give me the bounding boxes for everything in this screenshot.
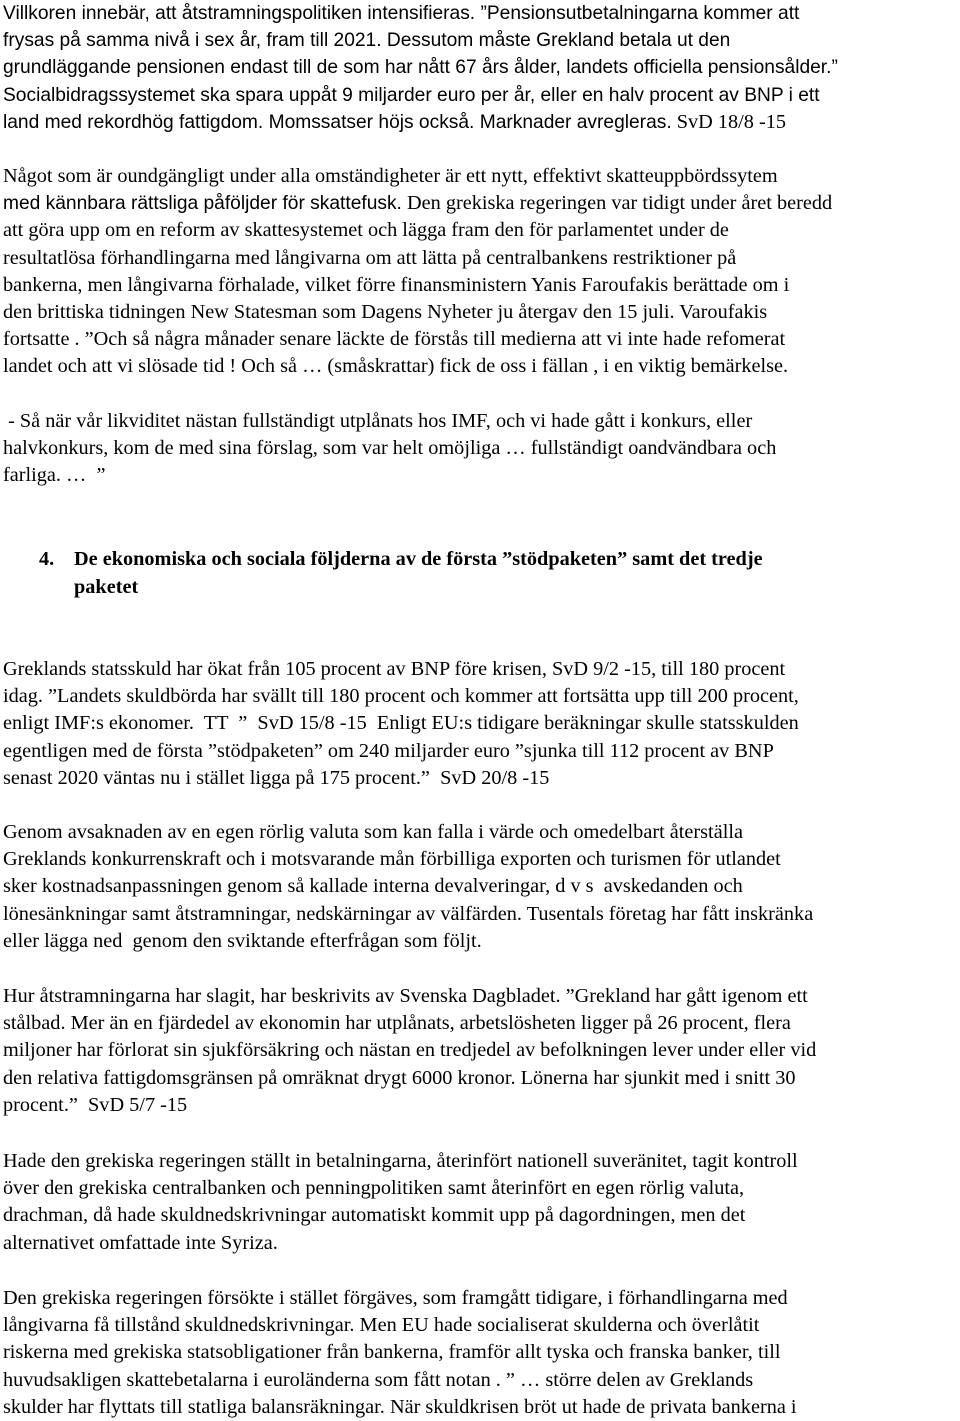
text-segment: land med rekordhög fattigdom. Momssatser höjs också. Marknader avregleras. — [3, 111, 672, 133]
text-segment: Den grekiska regeringen var tidigt under året beredd — [401, 192, 833, 215]
source-citation: SvD 18/8 -15 — [671, 110, 787, 133]
text-line: drachman, då hade skuldnedskrivningar automatiskt kommit upp på dagordningen, men det — [3, 1204, 746, 1227]
text-line: att göra upp om en reform av skattesystemet och lägga fram den för parlamentet under de — [3, 219, 729, 242]
text-line: egentligen med de första ”stödpaketen” om 240 miljarder euro ”sjunka till 112 procent av BNP — [3, 739, 774, 762]
paragraph-austerity-effects — [3, 983, 958, 1119]
text-line: fortsatte . ”Och så några månader senare läckte de förstås till medierna att vi inte hade refomerat — [3, 328, 786, 351]
text-line: idag. ”Landets skuldbörda har svällt till 180 procent och kommer att fortsätta upp till 200 procent, — [3, 685, 799, 708]
paragraph-sovereignty — [3, 1148, 958, 1257]
text-line: lönesänkningar samt åtstramningar, nedskärningar av välfärden. Tusentals företag har fått inskränka — [3, 902, 814, 925]
text-line: Socialbidragssystemet ska spara uppåt 9 miljarder euro per år, eller en halv procent av BNP i ett — [3, 84, 820, 106]
text-line — [3, 190, 958, 217]
section-title-line: paketet — [74, 575, 139, 598]
text-line: Något som är oundgängligt under alla omständigheter är ett nytt, effektivt skatteuppbördssytem — [3, 165, 778, 187]
text-line: enligt IMF:s ekonomer. TT ” SvD 15/8 -15 Enligt EU:s tidigare beräkningar skulle statsskulden — [3, 712, 799, 735]
section-heading — [3, 546, 958, 606]
text-segment: med kännbara rättsliga påföljder för skattefusk. — [3, 193, 402, 215]
text-line: frysas på samma nivå i sex år, fram till 2021. Dessutom måste Grekland betala ut den — [3, 30, 731, 52]
text-line: Hur åtstramningarna har slagit, har beskrivits av Svenska Dagbladet. ”Grekland har gått igenom ett — [3, 985, 808, 1007]
paragraph-varoufakis — [3, 217, 958, 380]
text-line: Den grekiska regeringen försökte i stället förgäves, som framgått tidigare, i förhandlingarna med — [3, 1287, 788, 1309]
text-line: över den grekiska centralbanken och penningpolitiken samt återinfört en egen rörlig valuta, — [3, 1177, 745, 1200]
text-line: miljoner har förlorat sin sjukförsäkring och nästan en tredjedel av befolkningen lever under eller vid — [3, 1039, 817, 1062]
text-line: grundläggande pensionen endast till de som har nått 67 års ålder, landets officiella pensionsålder.” — [3, 57, 838, 79]
text-line: senast 2020 väntas nu i stället ligga på 175 procent.” SvD 20/8 -15 — [3, 766, 550, 789]
text-line: landet och att vi slösade tid ! Och så … (småskrattar) fick de oss i fällan , i en viktig bemärkelse. — [3, 355, 789, 378]
text-line: procent.” SvD 5/7 -15 — [3, 1093, 188, 1116]
text-line: den brittiska tidningen New Statesman som Dagens Nyheter ju återgav den 15 juli. Varoufakis — [3, 300, 768, 323]
text-line: halvkonkurs, kom de med sina förslag, som var helt omöjliga … fullständigt oandvändbara och — [3, 437, 777, 460]
paragraph-quote-imf — [3, 408, 958, 490]
text-line: Hade den grekiska regeringen ställt in betalningarna, återinfört nationell suveränitet, tagit kontroll — [3, 1150, 798, 1172]
text-line: bankerna, men långivarna förhalade, vilket förre finansministern Yanis Faroufakis berättade om i — [3, 273, 790, 296]
text-line: farliga. … ” — [3, 464, 106, 487]
section-number: 4. — [39, 548, 55, 570]
text-line: huvudsakligen skattebetalarna i euroländerna som fått notan . ” … större delen av Greklands — [3, 1368, 754, 1391]
text-line: Genom avsaknaden av en egen rörlig valuta som kan falla i värde och omedelbart återställa — [3, 821, 743, 843]
paragraph-debt-socialization — [3, 1285, 958, 1421]
paragraph-pension-conditions — [3, 0, 958, 136]
text-line: Villkoren innebär, att åtstramningspolitiken intensifieras. ”Pensionsutbetalningarna kommer att — [3, 3, 800, 24]
text-line: skulder har flyttats till statliga balansräkningar. När skuldkrisen bröt ut hade de privata bankerna i — [3, 1395, 797, 1418]
section-title-line: De ekonomiska och sociala följderna av de första ”stödpaketen” samt det tredje — [74, 548, 763, 570]
paragraph-state-debt — [3, 656, 958, 792]
text-line: den relativa fattigdomsgränsen på omräknat drygt 6000 kronor. Lönerna har sjunkit med i snitt 30 — [3, 1066, 796, 1089]
text-line: långivarna få tillstånd skuldnedskrivningar. Men EU hade socialiserat skulderna och överlåtit — [3, 1314, 760, 1337]
text-line: Greklands statsskuld har ökat från 105 procent av BNP före krisen, SvD 9/2 -15, till 180 procent — [3, 658, 786, 680]
text-line: stålbad. Mer än en fjärdedel av ekonomin har utplånats, arbetslösheten ligger på 26 procent, flera — [3, 1012, 791, 1035]
text-line: riskerna med grekiska statsobligationer från bankerna, framför allt tyska och franska banker, till — [3, 1341, 781, 1364]
text-line: Greklands konkurrenskraft och i motsvarande mån förbilliga exporten och turismen för utlandet — [3, 848, 781, 871]
paragraph-internal-devaluation — [3, 819, 958, 955]
text-line: resultatlösa förhandlingarna med långivarna om att lätta på centralbankens restriktioner på — [3, 246, 737, 269]
text-line — [3, 109, 958, 136]
text-line: alternativet omfattade inte Syriza. — [3, 1231, 278, 1254]
paragraph-tax-system — [3, 163, 958, 217]
text-line: sker kostnadsanpassningen genom så kallade interna devalveringar, d v s avskedanden och — [3, 875, 743, 898]
text-line: eller lägga ned genom den sviktande efterfrågan som följt. — [3, 929, 482, 952]
text-line: - Så när vår likviditet nästan fullständigt utplånats hos IMF, och vi hade gått i konkurs, eller — [3, 410, 753, 432]
